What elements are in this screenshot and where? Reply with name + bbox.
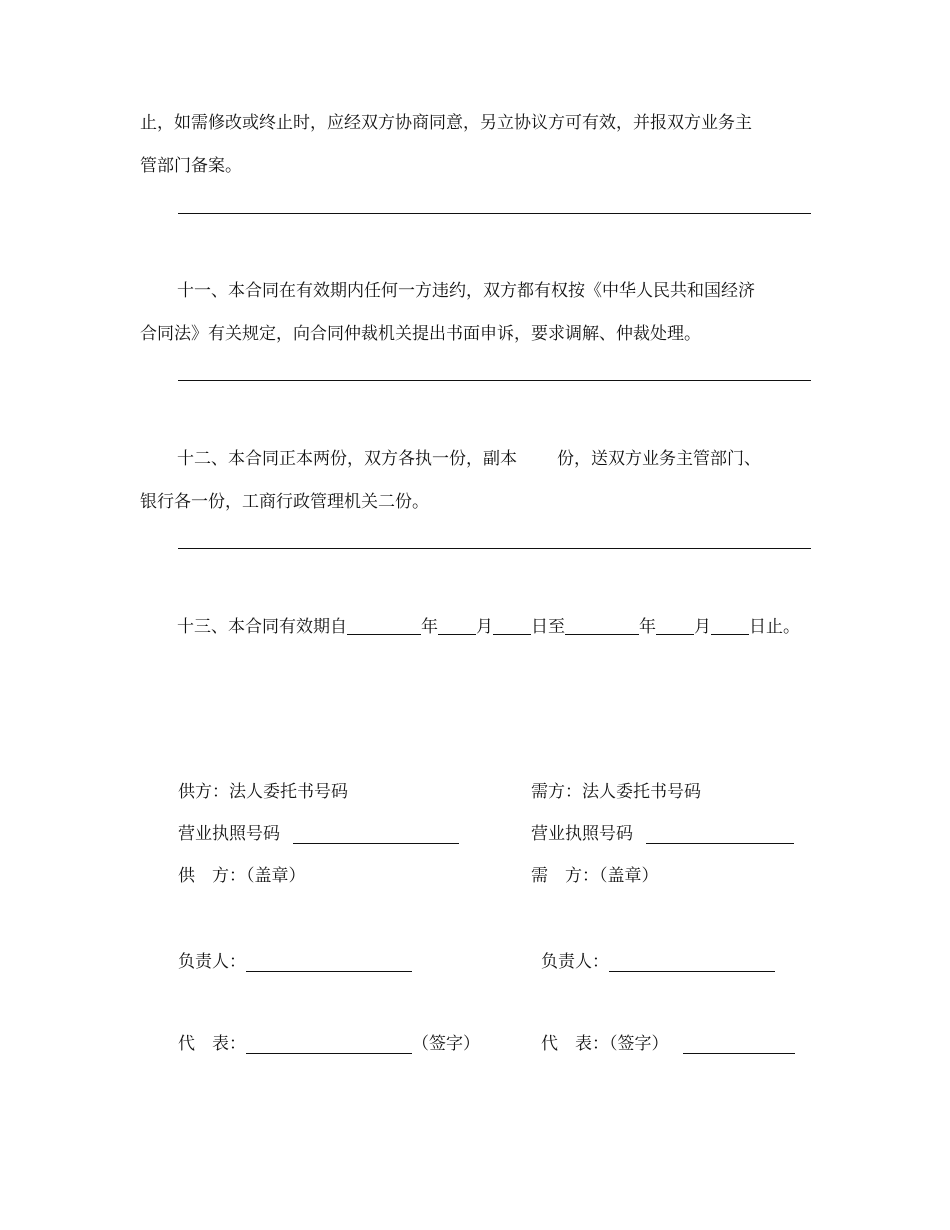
supplier-license-row [178,822,459,846]
buyer-sign-note: （签字） [609,1034,669,1054]
buyer-representative-label: 代 表： [541,1034,609,1054]
end-year-blank [565,633,639,635]
supplier-seal: 供 方：（盖章） [178,866,306,886]
clause-10-line-2: 管部门备案。 [140,156,242,176]
buyer-license-row [531,822,794,846]
supplier-sign-note: （签字） [412,1034,480,1054]
end-day-blank [711,633,749,635]
supplier-license-blank [293,825,459,844]
buyer-representative-blank [683,1035,795,1054]
start-year-label: 年 [421,617,438,637]
buyer-seal: 需 方：（盖章） [531,866,659,886]
clause-12-text-a: 十二、本合同正本两份，双方各执一份，副本 [177,449,517,469]
start-month-label: 月 [476,617,493,637]
clause-11 [140,270,820,356]
supplier-person-in-charge-blank [246,953,412,972]
end-month-blank [656,633,694,635]
end-year-label: 年 [639,617,656,637]
clause-12-line-2: 银行各一份，工商行政管理机关二份。 [140,492,429,512]
clause-13-line [140,606,840,649]
supplier-representative-label: 代 表： [178,1034,246,1054]
clause-10-line-1: 止，如需修改或终止时，应经双方协商同意，另立协议方可有效，并报双方业务主 [140,113,752,133]
start-day-label: 日至 [531,617,565,637]
clause-13 [140,606,840,649]
start-month-blank [438,633,476,635]
buyer-person-in-charge-label: 负责人： [541,952,609,972]
buyer-power-of-attorney: 需方：法人委托书号码 [531,782,701,802]
clause-12 [140,438,820,524]
supplier-representative-row [178,1032,480,1056]
fill-in-line-1 [178,213,811,214]
clause-11-line-1: 十一、本合同在有效期内任何一方违约，双方都有权按《中华人民共和国经济 [177,281,755,301]
buyer-person-in-charge-row [541,950,775,974]
buyer-person-in-charge-blank [609,953,775,972]
fill-in-line-3 [178,548,811,549]
clause-13-prefix: 十三、本合同有效期自 [177,617,347,637]
supplier-license-label: 营业执照号码 [178,824,280,844]
clause-12-text-b: 份，送双方业务主管部门、 [557,449,761,469]
supplier-power-of-attorney: 供方：法人委托书号码 [178,782,348,802]
fill-in-line-2 [178,380,811,381]
start-year-blank [347,633,421,635]
clause-11-line-2: 合同法》有关规定，向合同仲裁机关提出书面申诉，要求调解、仲裁处理。 [140,324,701,344]
supplier-person-in-charge-row [178,950,412,974]
buyer-license-blank [646,825,794,844]
supplier-person-in-charge-label: 负责人： [178,952,246,972]
end-day-label: 日止。 [749,617,800,637]
supplier-representative-blank [246,1035,412,1054]
clause-12-line-1 [140,438,820,481]
clause-10-tail [140,102,820,188]
start-day-blank [493,633,531,635]
buyer-representative-row [541,1032,795,1056]
end-month-label: 月 [694,617,711,637]
buyer-license-label: 营业执照号码 [531,824,633,844]
